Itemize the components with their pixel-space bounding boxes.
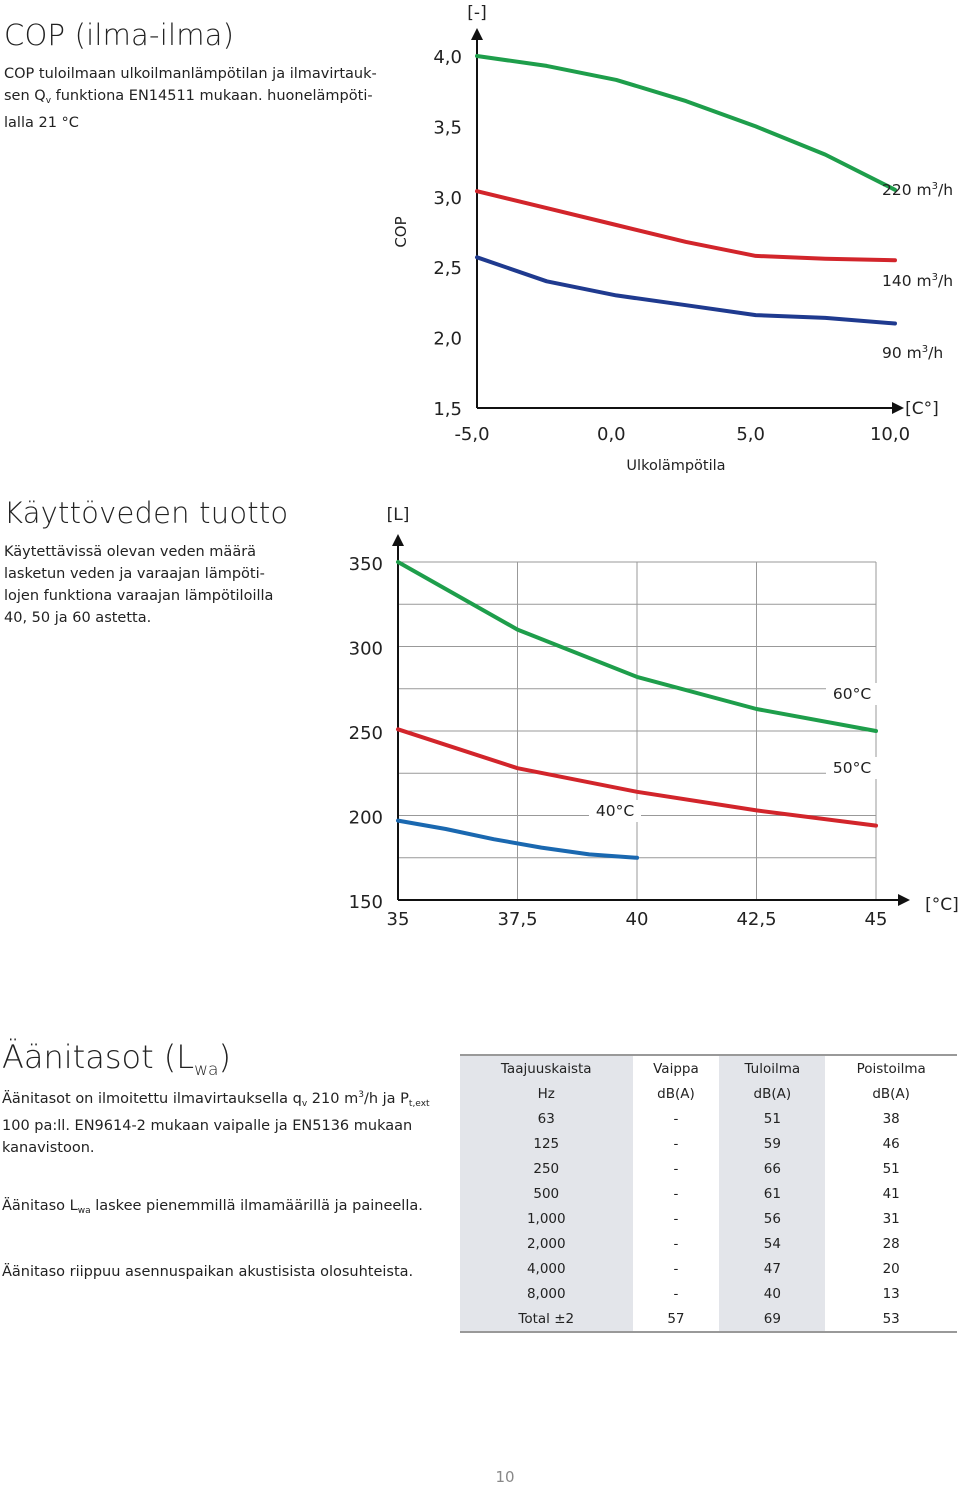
cop-series-label: 220 $m^3/h$ bbox=[882, 181, 954, 199]
table-row bbox=[460, 1106, 957, 1131]
table-row bbox=[460, 1256, 957, 1281]
capacity-desc-line4: 40, 50 ja 60 astetta. bbox=[4, 610, 152, 626]
noise-p1-line3: kanavistoon. bbox=[2, 1140, 95, 1156]
table-cell: Total ±2 bbox=[460, 1306, 633, 1332]
noise-p1-line2: 100 pa:ll. EN9614-2 mukaan vaipalle ja EN5136 mukaan bbox=[2, 1118, 413, 1134]
table-cell: 31 bbox=[825, 1206, 957, 1231]
table-cell: 51 bbox=[719, 1106, 825, 1131]
cop-desc-line1: COP tuloilmaan ulkoilmanlämpötilan ja ilmavirtauk- bbox=[4, 66, 377, 82]
table-cell: 2,000 bbox=[460, 1231, 633, 1256]
capacity-series-label: 50°C bbox=[832, 759, 872, 777]
capacity-desc-line3: lojen funktiona varaajan lämpötiloilla bbox=[4, 588, 274, 604]
cop-y-tick: 3,5 bbox=[433, 117, 462, 139]
table-cell: 51 bbox=[825, 1156, 957, 1181]
table-row bbox=[460, 1281, 957, 1306]
capacity-x-tick: 35 bbox=[386, 909, 410, 930]
table-row bbox=[460, 1156, 957, 1181]
table-cell: - bbox=[633, 1181, 720, 1206]
table-cell: - bbox=[633, 1156, 720, 1181]
cop-x-tick: 5,0 bbox=[736, 424, 765, 445]
cop-series-label: 140 $m^3/h$ bbox=[882, 272, 954, 290]
table-cell: dB(A) bbox=[825, 1081, 957, 1106]
cop-x-unit: [C°] bbox=[905, 399, 939, 419]
table-cell: 47 bbox=[719, 1256, 825, 1281]
capacity-x-tick: 42,5 bbox=[736, 909, 777, 930]
capacity-desc-line1: Käytettävissä olevan veden määrä bbox=[4, 544, 257, 560]
cop-y-tick: 4,0 bbox=[433, 47, 462, 68]
table-row bbox=[460, 1206, 957, 1231]
table-cell: 57 bbox=[633, 1306, 720, 1332]
cop-title: COP (ilma-ilma) bbox=[4, 18, 235, 52]
table-cell: 59 bbox=[719, 1131, 825, 1156]
capacity-y-tick: 300 bbox=[348, 638, 383, 660]
noise-table bbox=[460, 1054, 957, 1333]
capacity-grid bbox=[398, 562, 876, 900]
capacity-y-tick: 350 bbox=[348, 554, 383, 575]
cop-x-tick: 10,0 bbox=[869, 424, 911, 445]
table-cell: - bbox=[633, 1131, 720, 1156]
cop-y-tick: 2,0 bbox=[433, 328, 462, 350]
noise-p1-line1: Äänitasot on ilmoitettu ilmavirtauksella $q_v$ 210 $m^3/h$ ja $P_{t,ext}$ bbox=[2, 1090, 430, 1109]
table-cell: - bbox=[633, 1231, 720, 1256]
table-header-row bbox=[460, 1055, 957, 1081]
noise-paragraph-1 bbox=[2, 1084, 452, 1159]
table-cell: 250 bbox=[460, 1156, 633, 1181]
capacity-series-label: 60°C bbox=[832, 685, 872, 703]
capacity-x-tick: 45 bbox=[864, 909, 888, 930]
capacity-y-tick: 200 bbox=[348, 807, 383, 829]
table-cell: Vaippa bbox=[633, 1055, 720, 1081]
capacity-title: Käyttöveden tuotto bbox=[4, 496, 289, 530]
table-cell: Taajuuskaista bbox=[460, 1055, 633, 1081]
cop-x-label: Ulkolämpötila bbox=[626, 458, 726, 474]
capacity-y-tick: 250 bbox=[348, 723, 383, 744]
table-cell: 61 bbox=[719, 1181, 825, 1206]
table-cell: Tuloilma bbox=[719, 1055, 825, 1081]
cop-y-tick: 3,0 bbox=[433, 187, 462, 209]
cop-y-tick: 2,5 bbox=[433, 258, 462, 280]
table-row bbox=[460, 1306, 957, 1332]
table-cell: 13 bbox=[825, 1281, 957, 1306]
cop-series-label: 90 $m^3/h$ bbox=[882, 344, 944, 362]
table-cell: dB(A) bbox=[719, 1081, 825, 1106]
cop-x-tick: -5,0 bbox=[454, 424, 490, 445]
cop-y-tick: 1,5 bbox=[433, 399, 462, 420]
table-cell: 4,000 bbox=[460, 1256, 633, 1281]
table-cell: 46 bbox=[825, 1131, 957, 1156]
capacity-y-tick: 150 bbox=[348, 892, 383, 913]
table-cell: dB(A) bbox=[633, 1081, 720, 1106]
cop-x-tick: 0,0 bbox=[597, 424, 626, 445]
table-cell: 53 bbox=[825, 1306, 957, 1332]
noise-title: Äänitasot $(L_{wa})$ bbox=[2, 1038, 231, 1080]
table-units-row bbox=[460, 1081, 957, 1106]
capacity-labels-group bbox=[349, 505, 959, 930]
capacity-axes bbox=[392, 534, 910, 906]
table-cell: 1,000 bbox=[460, 1206, 633, 1231]
table-cell: 66 bbox=[719, 1156, 825, 1181]
table-cell: 28 bbox=[825, 1231, 957, 1256]
capacity-desc-line2: lasketun veden ja varaajan lämpöti- bbox=[4, 566, 265, 582]
table-cell: 20 bbox=[825, 1256, 957, 1281]
table-cell: 40 bbox=[719, 1281, 825, 1306]
capacity-y-arrow bbox=[392, 534, 404, 546]
table-cell: 500 bbox=[460, 1181, 633, 1206]
cop-desc-line2: sen $Q_v$ funktiona EN14511 mukaan. huonelämpöti- bbox=[4, 88, 373, 106]
table-cell: 38 bbox=[825, 1106, 957, 1131]
table-cell: - bbox=[633, 1281, 720, 1306]
cop-y-label: COP bbox=[392, 216, 410, 248]
table-cell: 54 bbox=[719, 1231, 825, 1256]
table-row bbox=[460, 1131, 957, 1156]
table-row bbox=[460, 1181, 957, 1206]
table-cell: Hz bbox=[460, 1081, 633, 1106]
table-cell: 8,000 bbox=[460, 1281, 633, 1306]
capacity-series-label: 40°C bbox=[595, 802, 635, 820]
table-cell: 41 bbox=[825, 1181, 957, 1206]
capacity-x-tick: 37,5 bbox=[497, 909, 538, 930]
cop-y-unit: [-] bbox=[467, 3, 487, 23]
cop-desc-line3: lalla 21 °C bbox=[4, 115, 79, 131]
capacity-x-unit: [°C] bbox=[925, 895, 959, 915]
table-cell: 56 bbox=[719, 1206, 825, 1231]
table-row bbox=[460, 1231, 957, 1256]
table-cell: 125 bbox=[460, 1131, 633, 1156]
capacity-x-tick: 40 bbox=[625, 909, 649, 930]
table-cell: 69 bbox=[719, 1306, 825, 1332]
noise-paragraph-2: Äänitaso $L_{wa}$ laskee pienemmillä ilmamäärillä ja paineella. bbox=[2, 1198, 423, 1216]
table-cell: 63 bbox=[460, 1106, 633, 1131]
table-cell: - bbox=[633, 1206, 720, 1231]
table-cell: - bbox=[633, 1256, 720, 1281]
table-cell: Poistoilma bbox=[825, 1055, 957, 1081]
noise-paragraph-3: Äänitaso riippuu asennuspaikan akustisista olosuhteista. bbox=[2, 1264, 414, 1280]
table-cell: - bbox=[633, 1106, 720, 1131]
page-number: 10 bbox=[495, 1468, 515, 1486]
capacity-x-arrow bbox=[898, 894, 910, 906]
capacity-y-unit: [L] bbox=[386, 505, 410, 525]
